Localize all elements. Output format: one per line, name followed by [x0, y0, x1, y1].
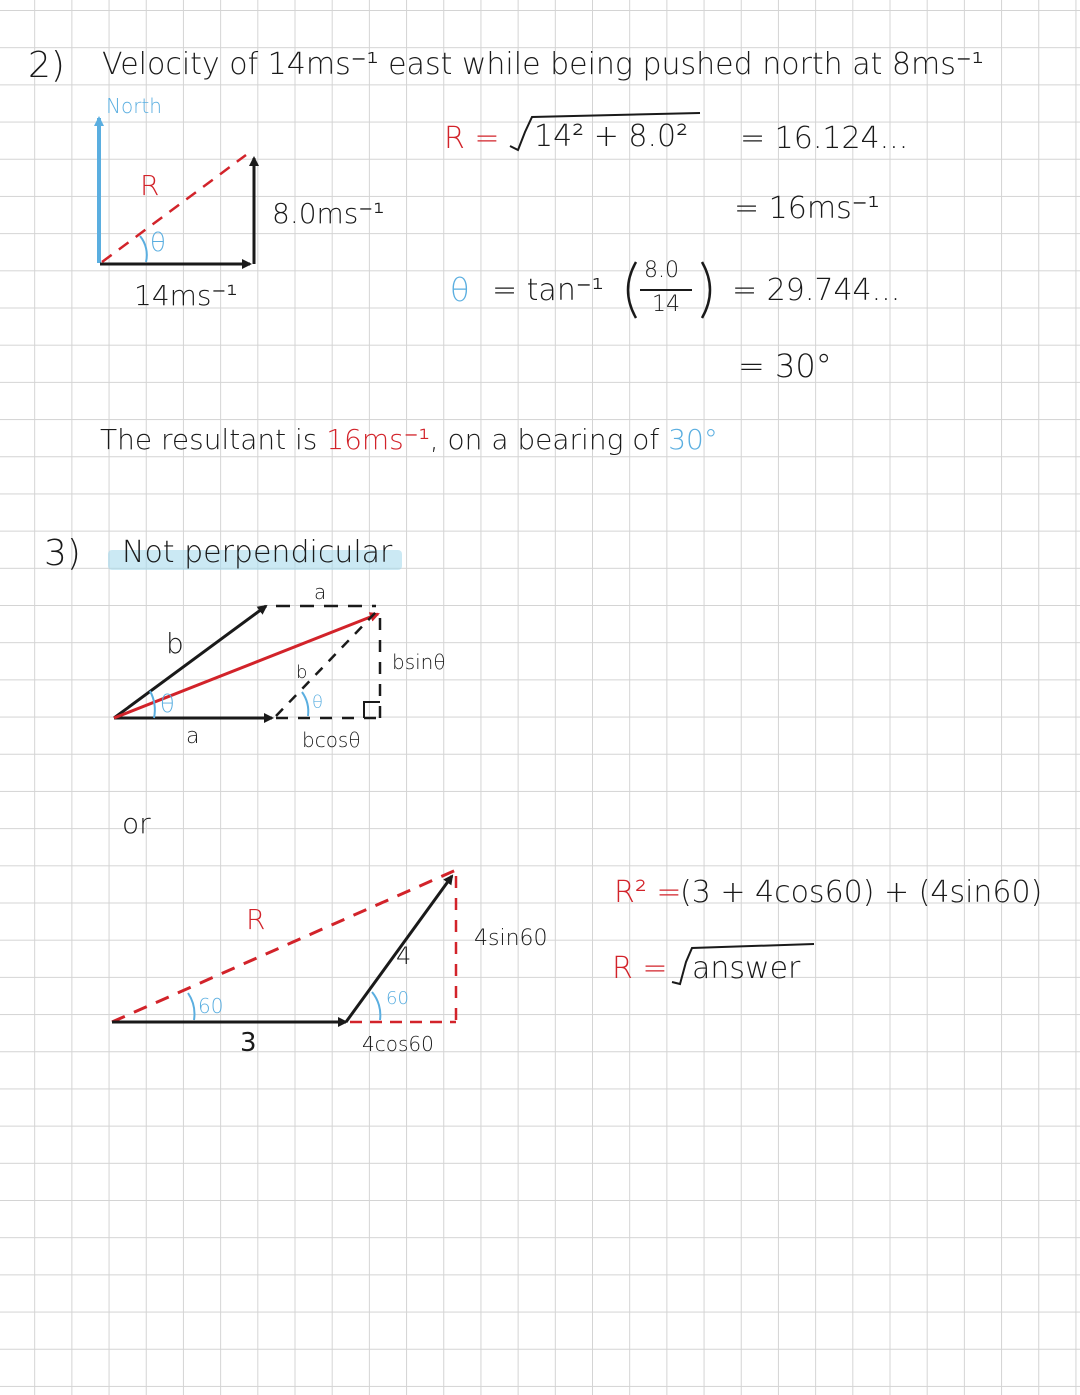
theta-arc-inner — [302, 692, 308, 716]
r-sqrt-content: 14² + 8.0² — [534, 119, 689, 154]
r-value-1: = 16.124... — [740, 121, 909, 156]
r-root-rhs: answer — [692, 951, 801, 986]
right-angle-mark — [364, 702, 380, 718]
fraction-denominator: 14 — [652, 292, 680, 317]
vertical-label: 8.0ms⁻¹ — [272, 197, 385, 230]
label-bsin: bsinθ — [392, 650, 446, 674]
label-a-top: a — [314, 580, 327, 604]
label-4: 4 — [396, 942, 412, 970]
q2-heading: Velocity of 14ms⁻¹ east while being pushed north at 8ms⁻¹ — [102, 47, 984, 82]
resultant-r-label: R — [140, 169, 160, 202]
label-theta-inner: θ — [312, 692, 324, 713]
label-theta-left: θ — [160, 690, 175, 718]
conclusion-start: The resultant is — [100, 423, 318, 456]
label-angle-right: 60 — [386, 988, 409, 1009]
angle-arc-right — [372, 992, 380, 1020]
label-b-left: b — [166, 627, 184, 660]
r-root-lhs: R = — [612, 951, 668, 986]
label-4cos60: 4cos60 — [362, 1032, 434, 1056]
label-3: 3 — [240, 1028, 257, 1058]
q3-number: 3) — [44, 533, 81, 574]
angle-arc-left — [188, 993, 194, 1020]
r-symbol: R = — [444, 121, 500, 156]
theta-value-2: = 30° — [738, 347, 832, 385]
horizontal-label: 14ms⁻¹ — [134, 279, 238, 312]
r-squared-lhs: R² = — [614, 875, 682, 910]
dashed-b-inner — [276, 612, 376, 716]
theta-tan-inverse: = tan⁻¹ — [492, 273, 604, 308]
r-value-2: = 16ms⁻¹ — [734, 191, 880, 226]
q3-heading: Not perpendicular — [122, 535, 393, 570]
q2-number: 2) — [28, 45, 65, 86]
theta-symbol: θ — [450, 271, 470, 309]
or-text: or — [122, 807, 151, 840]
theta-label: θ — [150, 228, 166, 258]
label-bcos: bcosθ — [302, 728, 361, 752]
north-label: North — [106, 94, 162, 118]
r-squared-rhs: (3 + 4cos60) + (4sin60) — [680, 875, 1043, 910]
conclusion-bearing: 30° — [668, 423, 718, 456]
label-r: R — [246, 903, 266, 936]
label-a-bottom: a — [186, 724, 200, 749]
conclusion-magnitude: 16ms⁻¹ — [326, 423, 430, 456]
conclusion-mid: , on a bearing of — [429, 423, 660, 456]
label-b-inner: b — [296, 662, 308, 683]
fraction-numerator: 8.0 — [644, 258, 679, 283]
theta-value-1: = 29.744... — [732, 273, 901, 308]
label-4sin60: 4sin60 — [474, 926, 548, 951]
vector-b-left — [114, 606, 266, 718]
label-angle-left: 60 — [198, 994, 224, 1018]
